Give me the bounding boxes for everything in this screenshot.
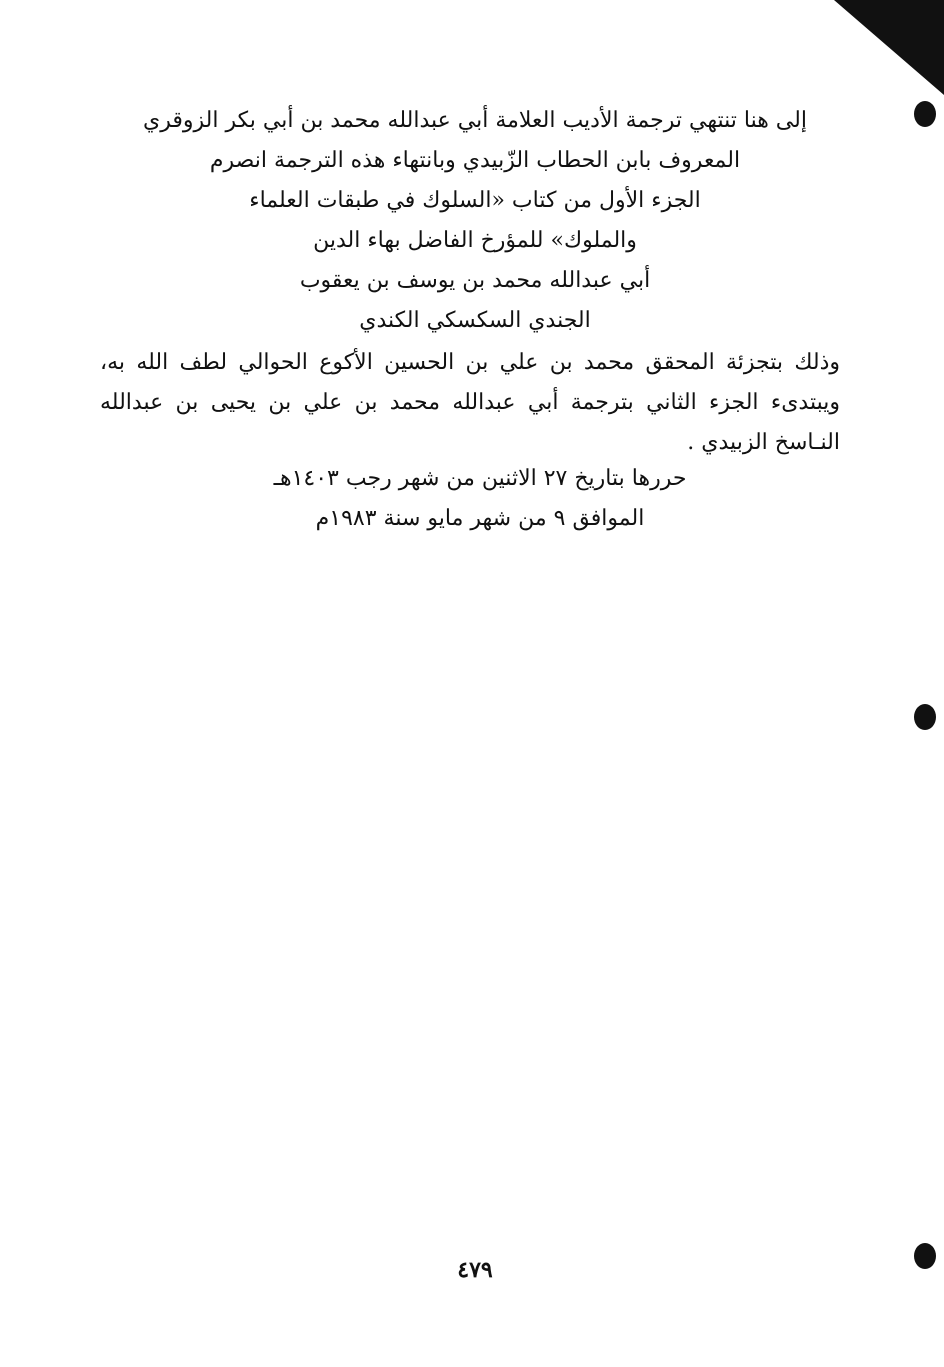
page-number: ٤٧٩ [457, 1257, 493, 1283]
date-signature [220, 459, 740, 539]
closing-note-line-3: الجزء الأول من كتاب «السلوك في طبقات العلماء [249, 188, 701, 213]
punch-hole-top [914, 101, 936, 127]
closing-note-line-2: المعروف بابن الحطاب الزّبيدي وبانتهاء هذه الترجمة انصرم [209, 148, 741, 173]
punch-hole-bottom [914, 1243, 936, 1269]
corner-triangle-mark [834, 0, 944, 95]
hijri-date-line: حررها بتاريخ ٢٧ الاثنين من شهر رجب ١٤٠٣هـ [273, 466, 687, 491]
gregorian-date-line: الموافق ٩ من شهر مايو سنة ١٩٨٣م [315, 506, 645, 531]
punch-hole-middle [914, 704, 936, 730]
closing-note-line-5: أبي عبدالله محمد بن يوسف بن يعقوب [299, 268, 651, 293]
editor-paragraph: وذلك بتجزئة المحقق محمد بن علي بن الحسين الأكوع الحوالي لطف الله به، ويبتدىء الجزء الثاني بترجمة أبي عبدالله محمد بن علي بن يحيى بن عبدالله النـاسخ الزبيدي . [100, 350, 840, 455]
closing-note-line-4: والملوك» للمؤرخ الفاضل بهاء الدين [313, 228, 637, 253]
closing-note [140, 101, 810, 341]
closing-note-line-6: الجندي السكسكي الكندي [359, 308, 591, 333]
closing-note-line-1: إلى هنا تنتهي ترجمة الأديب العلامة أبي عبدالله محمد بن أبي بكر الزوقري [143, 108, 807, 133]
